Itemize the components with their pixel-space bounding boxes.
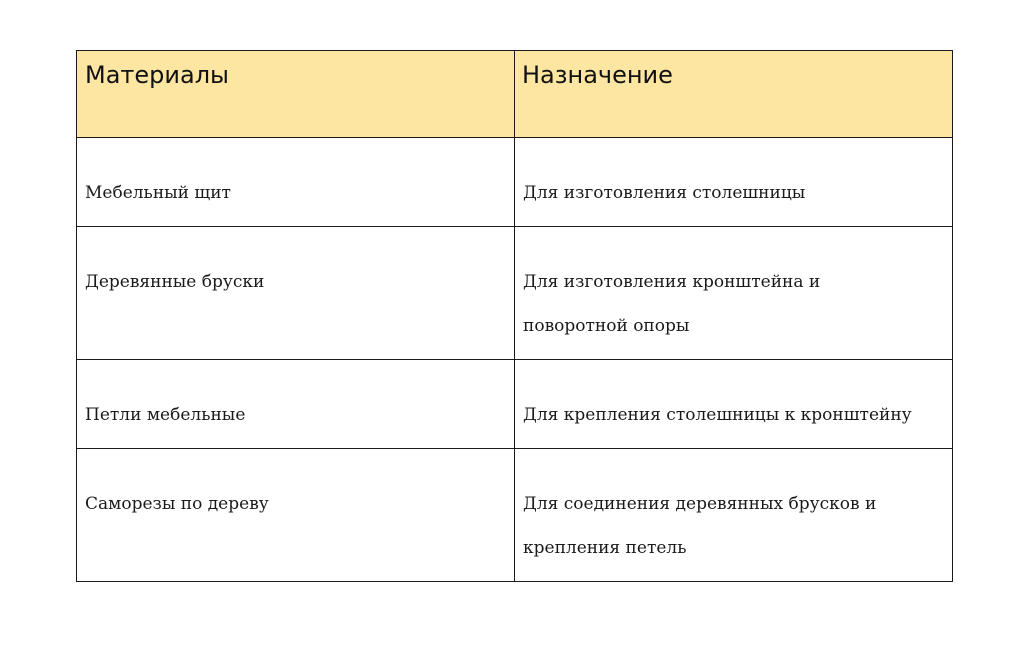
header-purpose: Назначение <box>515 51 953 138</box>
material-cell <box>77 138 515 227</box>
purpose-line: крепления петель <box>523 538 687 558</box>
material-cell <box>77 227 515 360</box>
material-name: Петли мебельные <box>85 405 246 425</box>
purpose-line: Для изготовления кронштейна и <box>523 272 821 292</box>
material-cell <box>77 360 515 449</box>
purpose-line: Для соединения деревянных брусков и <box>523 494 877 514</box>
table-row <box>77 449 953 582</box>
purpose-line: Для изготовления столешницы <box>523 183 806 203</box>
purpose-line: поворотной опоры <box>523 316 690 336</box>
material-name: Мебельный щит <box>85 183 231 203</box>
table-row <box>77 138 953 227</box>
header-materials: Материалы <box>77 51 515 138</box>
table-row <box>77 227 953 360</box>
purpose-line: Для крепления столешницы к кронштейну <box>523 405 912 425</box>
material-name: Деревянные бруски <box>85 272 265 292</box>
table-header-row <box>77 51 953 138</box>
table-row <box>77 360 953 449</box>
purpose-cell <box>515 360 953 449</box>
purpose-cell <box>515 138 953 227</box>
material-cell <box>77 449 515 582</box>
materials-table <box>76 50 953 582</box>
purpose-cell <box>515 227 953 360</box>
material-name: Саморезы по дереву <box>85 494 269 514</box>
purpose-cell <box>515 449 953 582</box>
